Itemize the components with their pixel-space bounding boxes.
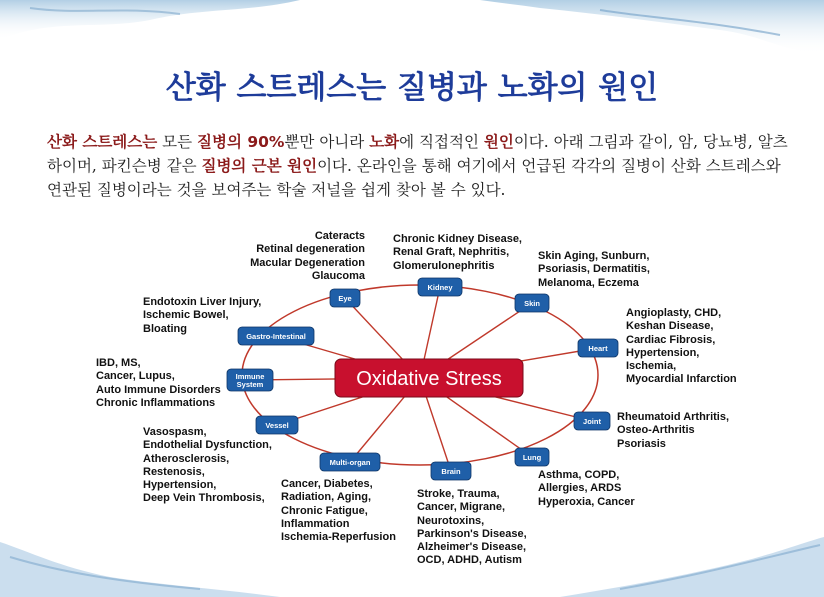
disease-item: Renal Graft, Nephritis,: [393, 246, 510, 259]
disease-list-eye: [237, 230, 365, 283]
highlighted-text: 질병의 근본 원인: [201, 157, 318, 175]
disease-item: Vasospasm,: [143, 426, 207, 438]
disease-item: Cateracts: [314, 230, 365, 242]
center-label: Oxidative Stress: [356, 368, 502, 390]
disease-item: Stroke, Trauma,: [417, 488, 500, 500]
disease-list-heart: [626, 307, 737, 387]
disease-item: Ischemia-Reperfusion: [281, 531, 396, 544]
node-label-skin: Skin: [524, 299, 540, 308]
disease-item: Asthma, COPD,: [538, 469, 620, 481]
disease-list-vessel: [143, 426, 272, 506]
node-label-immune: Immune System: [235, 372, 265, 389]
node-label-gi: Gastro-Intestinal: [246, 332, 306, 341]
node-label-joint: Joint: [583, 417, 601, 426]
disease-item: Cancer, Migrane,: [417, 501, 506, 514]
disease-list-immune: [96, 357, 221, 410]
node-label-kidney: Kidney: [427, 283, 453, 292]
disease-item: Parkinson's Disease,: [417, 527, 527, 540]
disease-item: Endotoxin Liver Injury,: [143, 296, 262, 308]
disease-list-multi: [281, 478, 396, 544]
disease-item: Ischemia,: [626, 360, 677, 373]
node-label-lung: Lung: [522, 453, 542, 462]
node-label-heart: Heart: [588, 344, 608, 353]
node-immune: [227, 369, 273, 391]
disease-item: Hyperoxia, Cancer: [538, 495, 635, 508]
node-brain: [431, 462, 471, 480]
highlighted-text: 노화: [369, 133, 400, 151]
disease-item: Myocardial Infarction: [626, 373, 737, 386]
paragraph-text: 뿐만 아니라: [284, 133, 370, 151]
disease-item: OCD, ADHD, Autism: [417, 554, 522, 567]
paragraph-text: 모든: [157, 133, 198, 151]
disease-item: Radiation, Aging,: [281, 491, 372, 504]
node-eye: [330, 289, 360, 307]
node-label-eye: Eye: [338, 294, 352, 303]
paragraph-text: 이다. 온라인을 통해 여기에서 언급된 각각의 질병이 산화 스트레스와 연관된 질병이라는 것을 보여주는 학술 저널을 쉽게 찾아 볼 수 있다.: [47, 157, 781, 199]
disease-item: IBD, MS,: [96, 357, 141, 369]
disease-item: Neurotoxins,: [417, 514, 485, 527]
disease-item: Cardiac Fibrosis,: [626, 333, 716, 346]
disease-item: Atherosclerosis,: [143, 452, 230, 465]
node-label-multi: Multi-organ: [329, 458, 371, 467]
disease-item: Glaucoma: [311, 269, 365, 282]
node-label-vessel: Vessel: [265, 421, 289, 430]
disease-item: Macular Degeneration: [250, 256, 365, 269]
disease-list-joint: [617, 411, 729, 451]
disease-item: Melanoma, Eczema: [538, 276, 639, 289]
highlighted-text: 질병의 90%: [197, 133, 285, 151]
disease-item: Endothelial Dysfunction,: [143, 439, 272, 452]
disease-item: Chronic Fatigue,: [281, 504, 368, 517]
disease-item: Chronic Inflammations: [96, 396, 216, 409]
disease-item: Keshan Disease,: [626, 320, 714, 333]
highlighted-text: 산화 스트레스는: [47, 133, 158, 151]
disease-item: Alzheimer's Disease,: [417, 541, 527, 554]
node-lung: [515, 448, 549, 466]
disease-item: Cancer, Diabetes,: [281, 478, 373, 490]
paragraph-text: 에 직접적인: [399, 133, 484, 151]
disease-item: Inflammation: [281, 517, 350, 530]
disease-item: Allergies, ARDS: [538, 482, 622, 495]
disease-item: Bloating: [143, 322, 187, 335]
disease-list-kidney: [393, 233, 522, 273]
disease-item: Hypertension,: [143, 479, 217, 492]
node-label-brain: Brain: [441, 467, 461, 476]
disease-list-gi: [143, 296, 261, 336]
disease-item: Deep Vein Thrombosis,: [143, 492, 265, 505]
disease-item: Cancer, Lupus,: [96, 370, 175, 383]
disease-item: Osteo-Arthritis: [617, 424, 695, 437]
disease-item: Psoriasis, Dermatitis,: [538, 263, 650, 276]
disease-item: Retinal degeneration: [256, 243, 365, 256]
disease-item: Auto Immune Disorders: [96, 383, 221, 396]
disease-list-brain: [417, 488, 527, 568]
disease-item: Restenosis,: [143, 465, 205, 478]
node-joint: [574, 412, 610, 430]
disease-item: Angioplasty, CHD,: [626, 307, 722, 319]
node-kidney: [418, 278, 462, 296]
disease-list-skin: [538, 250, 650, 290]
paragraph-text: 이다. 아래 그림과 같이, 암, 당뇨병, 알츠하이머, 파킨슨병 같은: [47, 133, 788, 175]
disease-item: Chronic Kidney Disease,: [393, 233, 522, 245]
disease-item: Glomerulonephritis: [393, 259, 495, 272]
disease-item: Hypertension,: [626, 346, 700, 359]
disease-item: Psoriasis: [617, 437, 666, 450]
disease-list-lung: [538, 469, 635, 509]
node-heart: [578, 339, 618, 357]
node-skin: [515, 294, 549, 312]
disease-item: Skin Aging, Sunburn,: [538, 250, 650, 262]
page-title: 산화 스트레스는 질병과 노화의 원인: [165, 70, 659, 106]
node-multi: [320, 453, 380, 471]
center-node: [335, 359, 523, 397]
disease-item: Ischemic Bowel,: [143, 309, 229, 322]
disease-item: Rheumatoid Arthritis,: [617, 411, 730, 423]
highlighted-text: 원인: [483, 133, 514, 151]
